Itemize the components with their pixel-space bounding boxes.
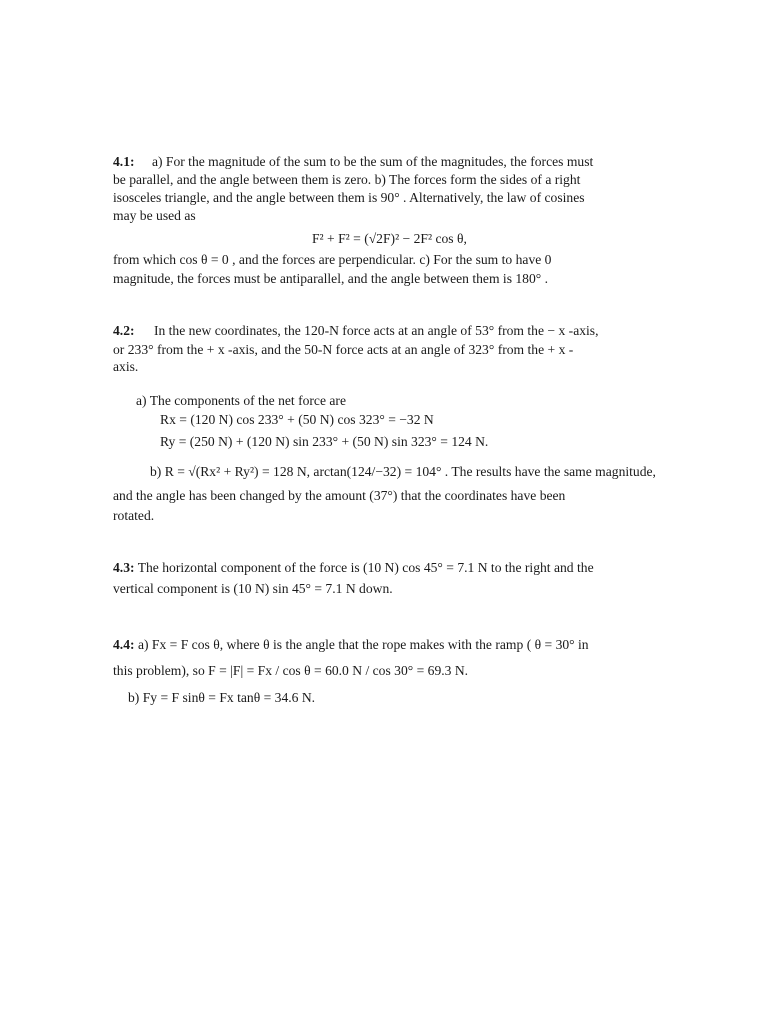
problem-4-2-line-3: axis. (113, 359, 139, 374)
problem-4-4-line-2: this problem), so F = |F| = Fx / cos θ = 60.0 N / cos 30° = 69.3 N. (113, 663, 469, 678)
equation-rx: Rx = (120 N) cos 233° + (50 N) cos 323° = −32 N (160, 412, 434, 427)
problem-4-3-line-1: 4.3: The horizontal component of the force is (10 N) cos 45° = 7.1 N to the right and the (113, 560, 594, 575)
equation-ry: Ry = (250 N) + (120 N) sin 233° + (50 N) sin 323° = 124 N. (160, 434, 489, 449)
problem-label: 4.1: (113, 154, 135, 169)
problem-4-3-line-2: vertical component is (10 N) sin 45° = 7.1 N down. (113, 581, 393, 596)
problem-4-1-line-2: be parallel, and the angle between them is zero. b) The forces form the sides of a right (113, 172, 581, 187)
problem-4-1-line-4: may be used as (113, 208, 196, 223)
problem-4-4-line-1: 4.4: a) Fx = F cos θ, where θ is the angle that the rope makes with the ramp ( θ = 30° in (113, 637, 589, 652)
problem-4-1-line-3: isosceles triangle, and the angle between them is 90° . Alternatively, the law of cosines (113, 190, 585, 205)
problem-4-1-line-7: magnitude, the forces must be antiparallel, and the angle between them is 180° . (113, 271, 549, 286)
problem-4-4-part-b: b) Fy = F sinθ = Fx tanθ = 34.6 N. (128, 690, 316, 705)
problem-label: 4.2: (113, 323, 135, 338)
problem-4-2-part-b: b) R = √(Rx² + Ry²) = 128 N, arctan(124/−32) = 104° . The results have the same magnitude, (150, 464, 656, 479)
problem-4-2-line-9: rotated. (113, 508, 155, 523)
problem-4-2-line-1: 4.2: In the new coordinates, the 120-N force acts at an angle of 53° from the − x -axis, (113, 323, 599, 338)
problem-4-2-line-8: and the angle has been changed by the amount (37°) that the coordinates have been (113, 488, 566, 503)
problem-4-1-line-6: from which cos θ = 0 , and the forces are perpendicular. c) For the sum to have 0 (113, 252, 552, 267)
problem-4-2-line-2: or 233° from the + x -axis, and the 50-N force acts at an angle of 323° from the + x - (113, 342, 574, 357)
problem-label: 4.3: (113, 560, 135, 575)
equation-law-of-cosines: F² + F² = (√2F)² − 2F² cos θ, (312, 231, 467, 246)
problem-4-1-line-1: 4.1: a) For the magnitude of the sum to be the sum of the magnitudes, the forces must (113, 154, 594, 169)
problem-label: 4.4: (113, 637, 135, 652)
problem-4-2-part-a: a) The components of the net force are (136, 393, 346, 408)
